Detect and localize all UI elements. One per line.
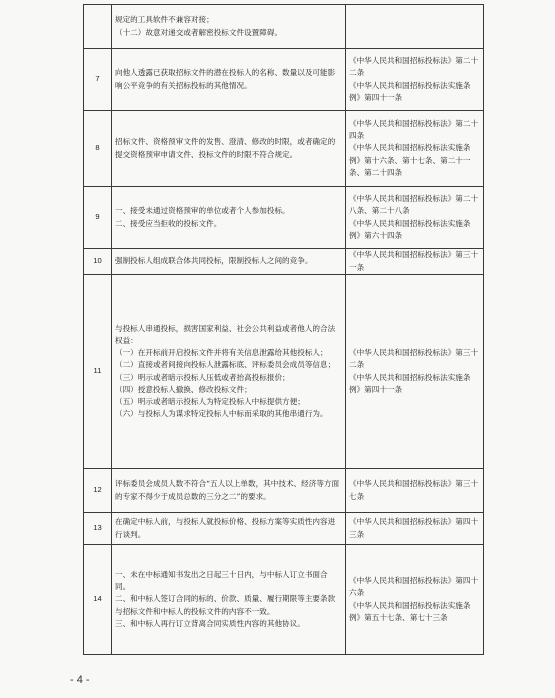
- legal-basis-line: 《中华人民共和国招标投标法实施条例》第五十七条、第七十三条: [349, 600, 471, 622]
- legal-basis-line: 《中华人民共和国招标投标法》第二十四条: [349, 118, 479, 141]
- legal-basis: [346, 49, 484, 111]
- violation-description: [112, 187, 346, 249]
- legal-basis: [346, 249, 484, 275]
- row-number: 10: [84, 249, 112, 275]
- row-number: 12: [84, 469, 112, 513]
- table-row: [84, 513, 484, 545]
- row-number: 14: [84, 545, 112, 655]
- legal-basis-line: 《中华人民共和国招标投标法》第二十八条、第二十八条: [349, 194, 479, 216]
- description-line: （四）授意投标人撤换、修改投标文件；: [115, 384, 252, 394]
- legal-basis-line: 《中华人民共和国招标投标法》第三十二条: [349, 348, 479, 370]
- table-row: [84, 469, 484, 513]
- table-body: [84, 5, 484, 655]
- description-line: 强制投标人组成联合体共同投标，限制投标人之间的竞争。: [115, 256, 313, 266]
- legal-basis: [346, 469, 484, 513]
- violation-description: [112, 111, 346, 187]
- violation-description: [112, 545, 346, 655]
- description-line: 二、和中标人签订合同的标的、价款、质量、履行期限等主要条款与招标文件和中标人的投标文件的内容不一致。: [115, 594, 336, 616]
- violation-description: [112, 469, 346, 513]
- description-line: 二、接受应当拒收的投标文件。: [115, 218, 222, 228]
- description-line: （十二）故意对递交或者解密投标文件设置障碍。: [115, 27, 283, 37]
- table-row: [84, 187, 484, 249]
- legal-basis: [346, 5, 484, 49]
- description-line: （一）在开标前开启投标文件并将有关信息泄露给其他投标人；: [115, 348, 328, 358]
- table-row: [84, 5, 484, 49]
- table-row: [84, 545, 484, 655]
- legal-basis-line: 《中华人民共和国招标投标法实施条例》第十六条、第十七条、第二十一条、第二十四条: [349, 143, 471, 177]
- legal-basis-line: 《中华人民共和国招标投标法实施条例》第四十一条: [349, 372, 471, 394]
- row-number: [84, 5, 112, 49]
- legal-basis-line: 《中华人民共和国招标投标法实施条例》第六十四条: [349, 218, 471, 240]
- description-line: 在确定中标人前，与投标人就投标价格、投标方案等实质性内容进行谈判。: [115, 517, 336, 539]
- legal-basis-line: 《中华人民共和国招标投标法实施条例》第四十一条: [349, 80, 471, 102]
- legal-basis-line: 《中华人民共和国招标投标法》第三十七条: [349, 479, 479, 501]
- description-line: 一、接受未通过资格预审的单位或者个人参加投标。: [115, 206, 290, 216]
- description-line: 一、未在中标通知书发出之日起三十日内，与中标人订立书面合同。: [115, 569, 328, 592]
- description-line: 招标文件、资格预审文件的发售、澄清、修改的时限，或者确定的提交资格预审申请文件、投标文件的时限不符合规定。: [115, 137, 336, 159]
- violation-description: [112, 513, 346, 545]
- description-line: 与投标人串通投标，损害国家利益、社会公共利益或者他人的合法权益：: [115, 323, 336, 345]
- violation-description: [112, 5, 346, 49]
- description-line: （六）与投标人为谋求特定投标人中标而采取的其他串通行为。: [115, 409, 328, 419]
- row-number: 8: [84, 111, 112, 187]
- legal-basis: [346, 545, 484, 655]
- violation-description: [112, 49, 346, 111]
- legal-basis-line: 《中华人民共和国招标投标法》第三十一条: [349, 250, 479, 272]
- legal-basis-line: 《中华人民共和国招标投标法》第四十三条: [349, 517, 479, 539]
- violations-table: [83, 4, 484, 655]
- legal-basis: [346, 187, 484, 249]
- description-line: （二）直接或者间接向投标人泄露标底、评标委员会成员等信息；: [115, 360, 336, 370]
- row-number: 9: [84, 187, 112, 249]
- description-line: 向他人透露已获取招标文件的潜在投标人的名称、数量以及可能影响公平竞争的有关招标投标的其他情况。: [115, 68, 336, 90]
- description-line: （三）明示或者暗示投标人压低或者抬高投标报价；: [115, 372, 290, 382]
- table-row: [84, 111, 484, 187]
- legal-basis-line: 《中华人民共和国招标投标法》第四十六条: [349, 576, 479, 598]
- legal-basis: [346, 275, 484, 469]
- row-number: 13: [84, 513, 112, 545]
- legal-basis-line: 《中华人民共和国招标投标法》第二十二条: [349, 56, 479, 78]
- description-line: 评标委员会成员人数不符合“五人以上单数，其中技术、经济等方面的专家不得少于成员总数的三分之二”的要求。: [115, 479, 340, 501]
- violation-description: [112, 249, 346, 275]
- legal-basis: [346, 513, 484, 545]
- table-row: [84, 249, 484, 275]
- legal-basis: [346, 111, 484, 187]
- description-line: （五）明示或者暗示投标人为特定投标人中标提供方便；: [115, 396, 305, 406]
- page-number: - 4 -: [70, 674, 90, 686]
- violation-description: [112, 275, 346, 469]
- table-row: [84, 275, 484, 469]
- table-row: [84, 49, 484, 111]
- description-line: 三、和中标人再行订立背离合同实质性内容的其他协议。: [115, 618, 305, 628]
- description-line: 规定的工具软件不兼容对接；: [115, 15, 214, 25]
- row-number: 11: [84, 275, 112, 469]
- row-number: 7: [84, 49, 112, 111]
